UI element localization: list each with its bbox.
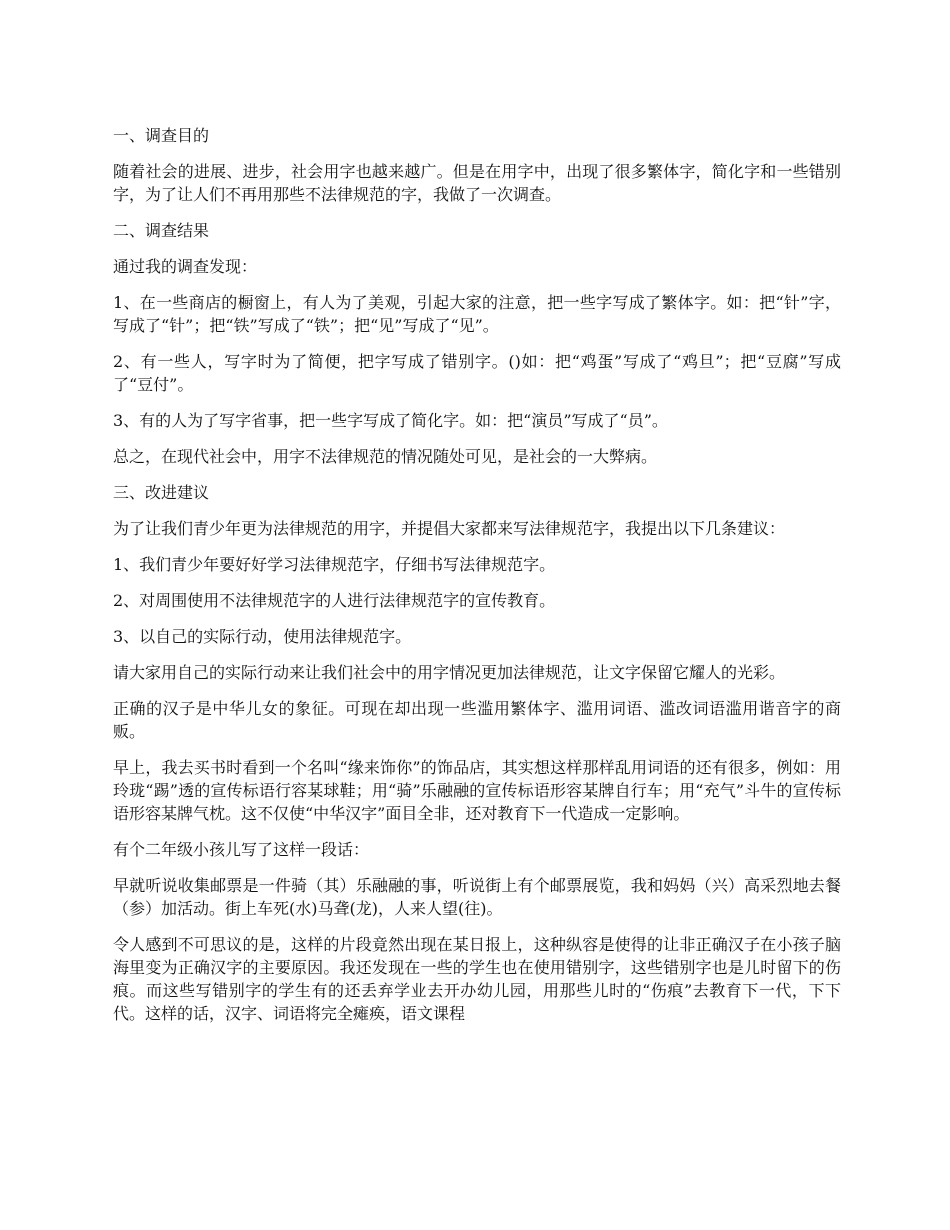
- paragraph-suggestions-intro: 为了让我们青少年更为法律规范的用字，并提倡大家都来写法律规范字，我提出以下几条建议：: [113, 519, 786, 538]
- paragraph-suggestion-1: 1、我们青少年要好好学习法律规范字，仔细书写法律规范字。: [113, 555, 556, 574]
- paragraph-result-2: 2、有一些人，写字时为了简便，把字写成了错别字。()如：把“鸡蛋”写成了“鸡旦”；把“豆腐”写成了“豆付”。: [113, 352, 841, 394]
- paragraph-shop-example: 早上，我去买书时看到一个名叫“缘来饰你”的饰品店，其实想这样那样乱用词语的还有很多，例如：用玲珑“踢”透的宣传标语行容某球鞋；用“骑”乐融融的宣传标语形容某牌自行车；用“充气”斗牛的宣传标语形容某牌气枕。这不仅使“中华汉字”面目全非，还对教育下一代造成一定影响。: [113, 758, 841, 823]
- paragraph-correct-characters: 正确的汉子是中华儿女的象征。可现在却出现一些滥用繁体字、滥用词语、滥改词语滥用谐音字的商贩。: [113, 699, 841, 741]
- section-heading-purpose: 一、调查目的: [113, 126, 210, 145]
- section-heading-suggestions: 三、改进建议: [113, 483, 210, 502]
- paragraph-purpose: 随着社会的进展、进步，社会用字也越来越广。但是在用字中，出现了很多繁体字，简化字和一些错别字，为了让人们不再用那些不法律规范的字，我做了一次调查。: [113, 162, 841, 204]
- section-heading-results: 二、调查结果: [113, 221, 210, 240]
- paragraph-child-intro: 有个二年级小孩儿写了这样一段话：: [113, 840, 370, 859]
- paragraph-results-intro: 通过我的调查发现：: [113, 257, 258, 276]
- paragraph-suggestion-3: 3、以自己的实际行动，使用法律规范字。: [113, 627, 412, 646]
- paragraph-appeal: 请大家用自己的实际行动来让我们社会中的用字情况更加法律规范，让文字保留它耀人的光彩。: [113, 663, 786, 682]
- paragraph-result-3: 3、有的人为了写字省事，把一些字写成了简化字。如：把“演员”写成了“员”。: [113, 411, 668, 430]
- paragraph-child-writing: 早就听说收集邮票是一件骑（其）乐融融的事，听说街上有个邮票展览，我和妈妈（兴）高采烈地去餐（参）加活动。街上车死(水)马聋(龙)，人来人望(往)。: [113, 876, 841, 918]
- paragraph-results-summary: 总之，在现代社会中，用字不法律规范的情况随处可见，是社会的一大弊病。: [113, 447, 658, 466]
- document-body: [113, 124, 841, 1038]
- paragraph-conclusion: 令人感到不可思议的是，这样的片段竟然出现在某日报上，这种纵容是使得的让非正确汉子在小孩子脑海里变为正确汉字的主要原因。我还发现在一些的学生也在使用错别字，这些错别字也是儿时留下的伤痕。而这些写错别字的学生有的还丢弃学业去开办幼儿园，用那些儿时的“伤痕”去教育下一代，下下代。这样的话，汉字、词语将完全瘫痪，语文课程: [113, 935, 841, 1023]
- paragraph-result-1: 1、在一些商店的橱窗上，有人为了美观，引起大家的注意，把一些字写成了繁体字。如：把“针”字，写成了“针”；把“铁”写成了“铁”；把“见”写成了“见”。: [113, 293, 841, 335]
- paragraph-suggestion-2: 2、对周围使用不法律规范字的人进行法律规范字的宣传教育。: [113, 591, 556, 610]
